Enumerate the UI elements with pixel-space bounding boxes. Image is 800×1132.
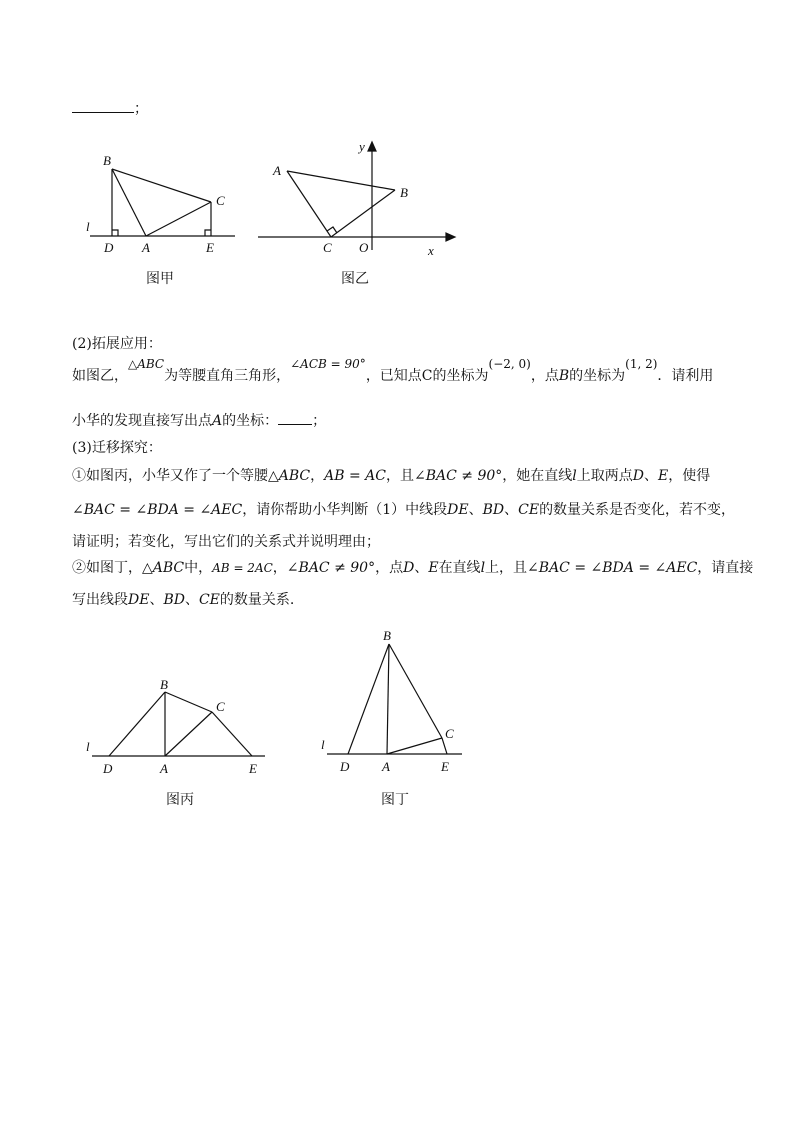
part2-heading: (2)拓展应用： — [72, 336, 162, 352]
label-y: y — [359, 139, 365, 154]
label-l: l — [86, 219, 90, 234]
q1-line1: ①如图丙，小华又作了一个等腰△ABC，AB = AC，且∠BAC ≠ 90°，她在直线l上取两点D、E，使得 — [72, 468, 711, 484]
label-C: C — [323, 240, 332, 255]
segment-DB — [348, 644, 389, 754]
caption-jia: 图甲 — [146, 271, 174, 287]
caption-bing: 图丙 — [166, 792, 194, 808]
label-C: C — [445, 726, 454, 741]
part2-line2: 小华的发现直接写出点A的坐标： ； — [72, 410, 326, 431]
label-A: A — [382, 759, 390, 774]
label-A: A — [142, 240, 150, 255]
label-B: B — [160, 677, 168, 692]
label-B: B — [400, 185, 408, 200]
q1-line3: 请证明；若变化，写出它们的关系式并说明理由； — [72, 534, 380, 550]
label-B: B — [383, 628, 391, 643]
q2-line1: ②如图丁，△ABC中，AB = 2AC，∠BAC ≠ 90°，点D、E在直线l上，且∠BAC = ∠BDA = ∠AEC，请直接 — [72, 560, 754, 576]
angle-ACB: ∠ACB = 90° — [290, 357, 366, 371]
label-B: B — [103, 153, 111, 168]
label-E: E — [441, 759, 449, 774]
segment-BC — [389, 644, 442, 738]
label-A: A — [273, 163, 281, 178]
label-C: C — [216, 699, 225, 714]
label-x: x — [428, 243, 434, 258]
label-C: C — [216, 193, 225, 208]
segment-BA — [387, 644, 389, 754]
punctuation: ； — [134, 101, 148, 117]
label-E: E — [249, 761, 257, 776]
coord-C: (−2, 0) — [488, 357, 531, 371]
label-E: E — [206, 240, 214, 255]
label-D: D — [103, 761, 113, 776]
segment-AC — [387, 738, 442, 754]
caption-yi: 图乙 — [341, 271, 369, 287]
q2-line2: 写出线段DE、BD、CE的数量关系. — [72, 592, 295, 608]
label-D: D — [104, 240, 114, 255]
label-l: l — [321, 737, 325, 752]
coord-B: (1, 2) — [625, 357, 658, 371]
label-l: l — [86, 739, 90, 754]
part3-heading: (3)迁移探究： — [72, 440, 162, 456]
label-A: A — [160, 761, 168, 776]
part2-line1: 如图乙，△ABC为等腰直角三角形，∠ACB = 90°，已知点C的坐标为(−2, 0)，点B的坐标为(1, 2)．请利用 — [72, 357, 714, 384]
q1-line2: ∠BAC = ∠BDA = ∠AEC，请你帮助小华判断（1）中线段DE、BD、CE的数量关系是否变化，若不变， — [72, 502, 736, 518]
triangle-ABC: △ABC — [128, 357, 165, 371]
label-D: D — [340, 759, 350, 774]
caption-ding: 图丁 — [381, 792, 409, 808]
label-O: O — [359, 240, 369, 255]
